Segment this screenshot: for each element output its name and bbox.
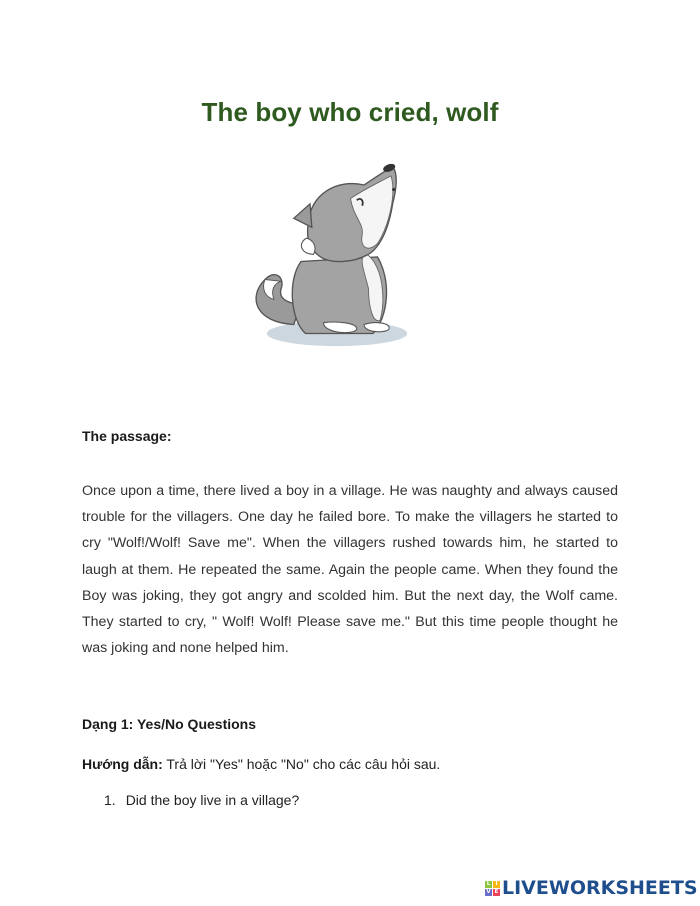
logo-wordmark: LIVEWORKSHEETS — [502, 877, 698, 899]
question-item — [104, 792, 299, 808]
question-list — [104, 792, 299, 808]
exercise-instruction — [82, 756, 440, 772]
logo-cell-i: I — [493, 881, 500, 888]
liveworksheets-logo[interactable] — [485, 877, 698, 899]
logo-cell-l: L — [486, 881, 491, 887]
question-number: 1. — [104, 792, 116, 808]
logo-cell-v: V — [486, 889, 491, 895]
exercise-heading: Dạng 1: Yes/No Questions — [82, 716, 257, 732]
howling-wolf-cub-icon — [238, 146, 418, 368]
instruction-label: Hướng dẫn: — [82, 756, 163, 772]
logo-cell-e: E — [494, 889, 499, 895]
passage-text: Once upon a time, there lived a boy in a village. He was naughty and always caused trouble for the villagers. One day he failed bore. To make the villagers he started to cry "Wolf!/Wolf! Save me". When the villagers rushed towards him, he started to laugh at them. He repeated the same. Again the people came. When they found the Boy was joking, they got angry and scolded him. But the next day, the Wolf came. They started to cry, " Wolf! Wolf! Please save me." But this time people thought he was joking and none helped him. — [82, 483, 618, 657]
question-text: Did the boy live in a village? — [125, 792, 300, 808]
passage-heading: The passage: — [82, 428, 172, 444]
instruction-text: Trả lời "Yes" hoặc "No" cho các câu hỏi sau. — [162, 756, 441, 772]
live-grid-icon — [485, 881, 500, 896]
page-title: The boy who cried, wolf — [201, 97, 499, 127]
